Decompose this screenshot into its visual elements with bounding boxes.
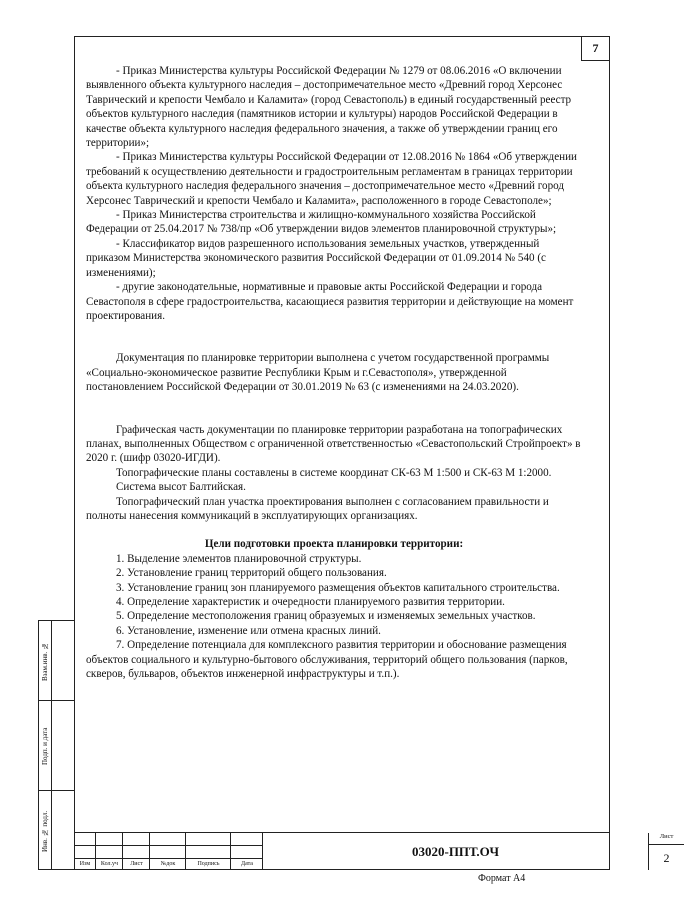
goals-list [86,552,582,682]
side-label-sign-date: Подп. и дата [41,727,49,765]
paragraph: - Приказ Министерства культуры Российской Федерации от 12.08.2016 № 1864 «Об утверждении требований к осуществлению деятельности и градостроительным регламентам в границах территории объекта культурного наследия федерального значения – достопримечательное место «Древний город Херсонес Таврический и крепости Чембало и Каламита», расположенного в городе Севастополе»; [86,151,577,207]
list-item: 3. Установление границ зон планируемого размещения объектов капитального строительства. [116,581,560,594]
sheet-number: 7 [581,37,609,61]
list-item: 5. Определение местоположения границ образуемых и изменяемых земельных участков. [116,610,536,623]
list-item: 7. Определение потенциала для комплексного развития территории и обоснование размещения объектов социального и культурно-бытового обслуживания, территорий общего пользования (парков, скверов, бульваров, объектов инженерной инфраструктуры и т.п.). [86,639,568,681]
paragraph: Графическая часть документации по планировке территории разработана на топографических планах, выполненных Обществом с ограниченной ответственностью «Севастопольский Стройпроект» в 2020 г. (шифр 03020-ИГДИ). [86,423,581,465]
list-item: 6. Установление, изменение или отмена красных линий. [116,624,381,637]
sheet-value: 2 [663,850,670,865]
side-stamp [38,620,74,870]
paragraph: - Приказ Министерства культуры Российской Федерации № 1279 от 08.06.2016 «О включении выявленного объекта культурного наследия – достопримечательное место «Древний город Херсонес Таврический и крепости Чембало и Каламита» (город Севастополь) в единый государственный реестр объектов культурного наследия (памятников истории и культуры) народов Российской Федерации в качестве объекта культурного наследия федерального значения, а также об утверждении границ его территории»; [86,65,572,150]
paragraph: Система высот Балтийская. [116,481,246,494]
col-header-podpis: Подпись [197,861,220,867]
paragraph: Документация по планировке территории выполнена с учетом государственной программы «Социально-экономическое развитие Республики Крым и г.Севастополя», утвержденной постановлением Российской Федерации от 30.01.2019 № 63 (с изменениями на 24.03.2020). [86,352,550,394]
side-label-replace-inv: Взам.инв. № [41,641,49,681]
paragraph: Топографические планы составлены в системе координат СК-63 М 1:500 и СК-63 М 1:2000. [116,466,552,479]
goals-heading: Цели подготовки проекта планировки территории: [204,538,464,551]
col-header-ndok: №док [160,861,176,867]
col-header-izm: Изм [79,861,91,867]
paragraph: Топографический план участка проектирования выполнен с согласованием правильности и полноты нанесения коммуникаций в эксплуатирующих организациях. [86,495,549,522]
sheet-label: Лист [649,833,684,845]
side-label-inv-orig: Инв. № подл. [41,810,49,852]
format-label: Формат А4 [478,873,526,884]
list-item: 4. Определение характеристик и очередности планируемого развития территории. [116,596,505,608]
paragraph: - другие законодательные, нормативные и правовые акты Российской Федерации и города Севастополя в сфере градостроительства, касающиеся развития территории и действующие на момент проектирования. [86,281,574,322]
col-header-kol: Кол.уч [100,861,119,867]
paragraph: - Приказ Министерства строительства и жилищно-коммунального хозяйства Российской Федерации от 25.04.2017 № 738/пр «Об утверждении видов элементов планировочной структуры»; [86,209,557,236]
document-body [86,64,582,681]
col-header-list: Лист [130,861,143,867]
title-block [74,832,674,870]
list-item: 1. Выделение элементов планировочной структуры. [116,552,362,565]
document-code: 03020-ППТ.ОЧ [263,833,649,870]
paragraph: - Классификатор видов разрешенного использования земельных участков, утвержденный приказом Министерства экономического развития Российской Федерации от 01.09.2014 № 540 (с изменениями); [86,237,546,279]
col-header-data: Дата [241,861,253,867]
list-item: 2. Установление границ территорий общего пользования. [116,567,387,580]
